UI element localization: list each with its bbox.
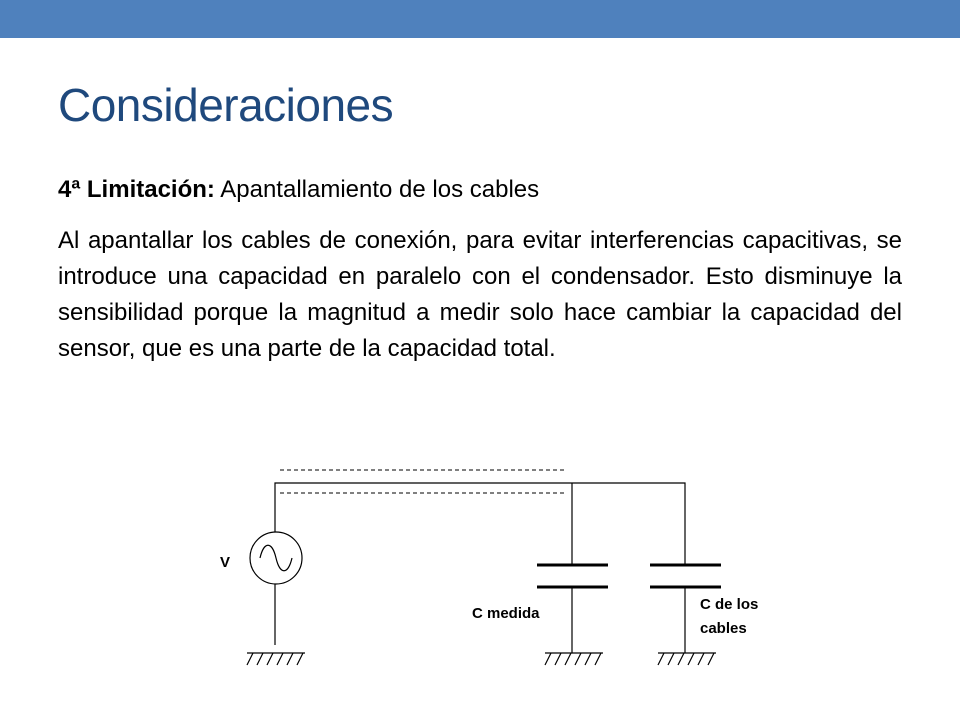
limitation-label: 4ª Limitación: [58,176,215,203]
limitation-paragraph: Al apantallar los cables de conexión, para evitar interferencias capacitivas, se introduce una capacidad en paralelo con el condensador. Esto disminuye la sensibilidad porque la magnitud a medir solo hace cambiar la capacidad del sensor, que es una parte de la capacidad total. [58,227,902,362]
shielded-cable-circuit-diagram [200,455,800,685]
c-cables-label-line1: C de los [700,596,759,613]
c-cables-label-line2: cables [700,620,747,637]
ground-icon [247,653,305,665]
source-label: V [220,554,231,571]
limitation-heading [58,176,539,204]
ground-icon [545,653,603,665]
top-accent-bar [0,0,960,38]
limitation-topic: Apantallamiento de los cables [220,176,540,203]
slide-title: Consideraciones [58,79,394,131]
c-medida-label: C medida [472,605,540,622]
ground-icon [658,653,716,665]
